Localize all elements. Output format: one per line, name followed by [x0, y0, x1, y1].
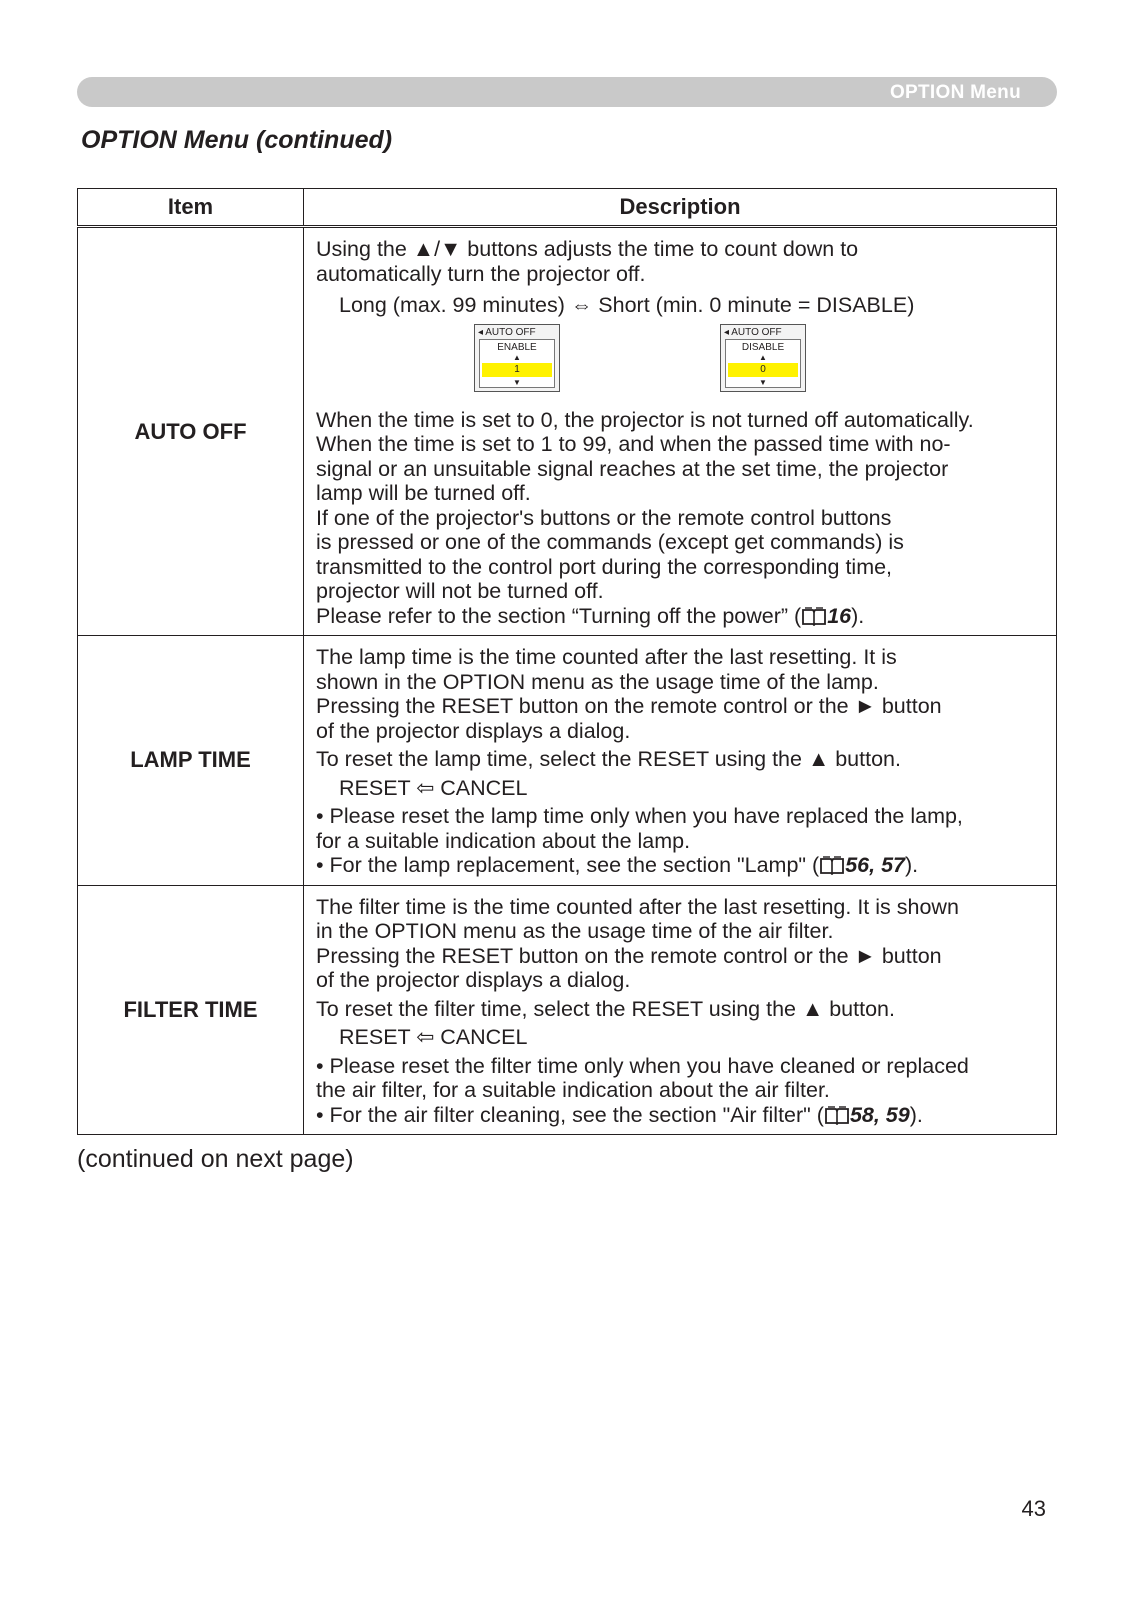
down-arrow-icon: ▼	[513, 377, 521, 387]
page-number: 43	[1021, 1496, 1046, 1521]
header-item: Item	[78, 189, 304, 227]
range-line: Long (max. 99 minutes) ⇔ Short (min. 0 minute = DISABLE)	[339, 293, 915, 317]
description-filter-time	[304, 885, 1057, 1135]
header-description: Description	[304, 189, 1057, 227]
table-row-auto-off	[78, 227, 1057, 636]
page-reference[interactable]: 16	[827, 603, 852, 628]
text-line: Pressing the RESET button on the remote control or the ► button	[316, 943, 942, 968]
page-title: OPTION Menu (continued)	[81, 126, 393, 154]
osd-illustrations	[316, 324, 1048, 402]
text-line: Using the ▲/▼ buttons adjusts the time to count down to	[316, 237, 859, 261]
section-label: OPTION Menu	[889, 82, 1021, 103]
osd-status: ENABLE	[497, 341, 537, 353]
item-lamp-time: LAMP TIME	[78, 636, 304, 886]
note-line: the air filter, for a suitable indication about the air filter.	[316, 1078, 830, 1102]
item-filter-time: FILTER TIME	[78, 885, 304, 1135]
note-line: • Please reset the lamp time only when you have replaced the lamp,	[316, 804, 963, 828]
text-line: When the time is set to 0, the projector is not turned off automatically.	[316, 407, 974, 432]
page-reference[interactable]: 58, 59	[849, 1102, 910, 1127]
osd-enable-dialog	[474, 324, 560, 392]
osd-panel	[479, 339, 555, 388]
text-line: signal or an unsuitable signal reaches at the set time, the projector	[316, 456, 949, 481]
reference-line: Please refer to the section “Turning off the power” ( 16).	[316, 603, 865, 628]
text-line: automatically turn the projector off.	[316, 261, 646, 286]
description-auto-off	[304, 227, 1057, 636]
option-table	[77, 188, 1057, 1135]
text-line: is pressed or one of the commands (except get commands) is	[316, 530, 904, 554]
text-line: The filter time is the time counted after the last resetting. It is shown	[316, 894, 959, 919]
page-reference[interactable]: 56, 57	[845, 853, 905, 877]
up-arrow-icon: ▲	[759, 352, 767, 362]
text-line: If one of the projector's buttons or the remote control buttons	[316, 505, 892, 530]
continued-note: (continued on next page)	[77, 1145, 354, 1173]
text-line: in the OPTION menu as the usage time of the air filter.	[316, 919, 834, 943]
text-line: The lamp time is the time counted after the last resetting. It is	[316, 645, 897, 669]
reset-instruction: To reset the lamp time, select the RESET using the ▲ button.	[316, 747, 901, 771]
manual-book-icon	[819, 855, 845, 875]
reset-option: RESET ⇦ CANCEL	[339, 1025, 528, 1049]
down-arrow-icon: ▼	[759, 377, 767, 387]
text-line: of the projector displays a dialog.	[316, 718, 631, 743]
osd-value: 0	[728, 363, 798, 377]
table-row-filter-time	[78, 885, 1057, 1135]
osd-title: ◂ AUTO OFF	[724, 326, 782, 338]
osd-status: DISABLE	[741, 341, 785, 353]
text-line: lamp will be turned off.	[316, 481, 531, 505]
reference-line: • For the lamp replacement, see the section "Lamp" ( 56, 57).	[316, 853, 919, 877]
text-line: of the projector displays a dialog.	[316, 968, 631, 992]
text-line: shown in the OPTION menu as the usage time of the lamp.	[316, 669, 879, 694]
item-auto-off: AUTO OFF	[78, 227, 304, 636]
osd-disable-dialog	[720, 324, 806, 392]
table-row-lamp-time	[78, 636, 1057, 886]
note-line: • Please reset the filter time only when you have cleaned or replaced	[316, 1053, 969, 1078]
text-line: transmitted to the control port during the corresponding time,	[316, 554, 893, 579]
description-lamp-time	[304, 636, 1057, 886]
osd-value: 1	[482, 363, 552, 377]
osd-title: ◂ AUTO OFF	[478, 326, 536, 338]
manual-book-icon	[824, 1105, 850, 1125]
text-line: Pressing the RESET button on the remote control or the ► button	[316, 694, 942, 718]
osd-panel	[725, 339, 801, 388]
manual-book-icon	[801, 606, 827, 626]
reset-instruction: To reset the filter time, select the RESET using the ▲ button.	[316, 996, 895, 1021]
section-header-bar	[77, 77, 1057, 107]
note-line: for a suitable indication about the lamp.	[316, 828, 691, 853]
table-header-row	[78, 189, 1057, 227]
reset-option: RESET ⇦ CANCEL	[339, 775, 528, 800]
text-line: When the time is set to 1 to 99, and when the passed time with no-	[316, 432, 951, 456]
up-arrow-icon: ▲	[513, 352, 521, 362]
reference-line: • For the air filter cleaning, see the section "Air filter" ( 58, 59).	[316, 1102, 923, 1127]
text-line: projector will not be turned off.	[316, 579, 604, 603]
